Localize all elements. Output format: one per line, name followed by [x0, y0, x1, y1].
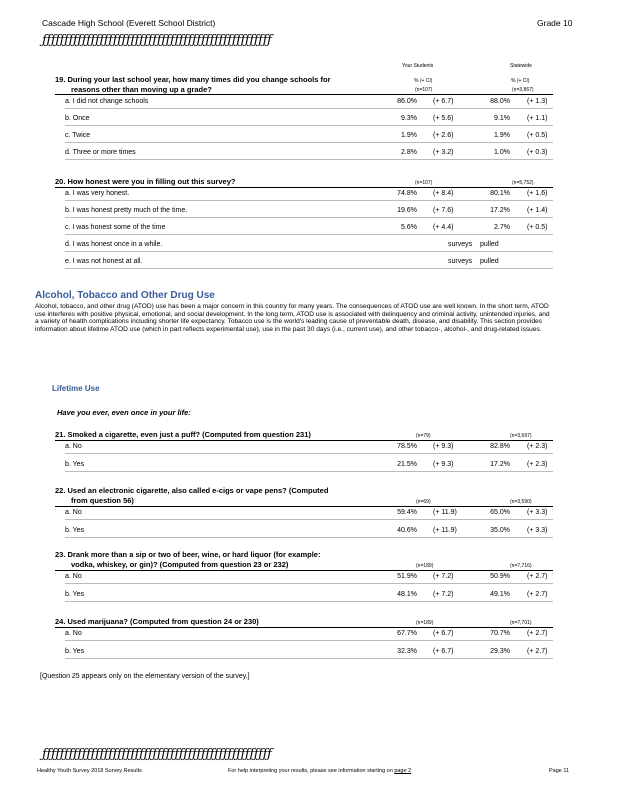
- surveys-pulled-a: surveys: [448, 258, 473, 265]
- state-percent: 70.7%: [490, 630, 510, 637]
- q19-text: 19. During your last school year, how many times did you change schools for: [55, 75, 331, 84]
- footer-survey-name: Healthy Youth Survey 2018 Survey Results: [37, 768, 142, 774]
- row-divider: [65, 640, 553, 641]
- school-header: Cascade High School (Everett School District): [42, 18, 216, 28]
- surveys-pulled-b: pulled: [480, 241, 499, 248]
- state-ci: (+ 2.7): [527, 648, 548, 655]
- n-state: (n=7,701): [510, 620, 532, 626]
- state-percent: 17.2%: [490, 461, 510, 468]
- your-ci: (+ 4.4): [433, 224, 454, 231]
- surveys-pulled-a: surveys: [448, 241, 473, 248]
- row-divider: [65, 537, 553, 538]
- answer-label: b. I was honest pretty much of the time.: [65, 207, 188, 214]
- question-text: 21. Smoked a cigarette, even just a puff? (Computed from question 231): [55, 430, 311, 439]
- q25-note: [Question 25 appears only on the elementary version of the survey.]: [40, 673, 250, 680]
- your-ci: (+ 9.3): [433, 461, 454, 468]
- row-divider: [65, 217, 553, 218]
- your-percent: 19.6%: [397, 207, 417, 214]
- question-text: 24. Used marijuana? (Computed from question 24 or 230): [55, 617, 259, 626]
- your-ci: (+ 6.7): [433, 98, 454, 105]
- state-percent: 82.8%: [490, 443, 510, 450]
- n-state: (n=3,590): [510, 499, 532, 505]
- your-ci: (+ 7.6): [433, 207, 454, 214]
- question-divider: [55, 627, 553, 628]
- answer-label: a. No: [65, 509, 82, 516]
- state-percent: 1.0%: [494, 149, 510, 156]
- state-ci: (+ 2.3): [527, 461, 548, 468]
- your-percent: 86.0%: [397, 98, 417, 105]
- your-ci: (+ 7.2): [433, 591, 454, 598]
- footer-help-text: [228, 768, 411, 774]
- answer-label: e. I was not honest at all.: [65, 258, 143, 265]
- q20-n-state: (n=5,752): [512, 180, 534, 186]
- row-divider: [65, 583, 553, 584]
- question-text-cont: from question 56): [71, 496, 134, 505]
- state-percent: 1.9%: [494, 132, 510, 139]
- q19-n-your: (n=107): [415, 87, 433, 93]
- state-percent: 88.0%: [490, 98, 510, 105]
- footer-page-number: Page 11: [549, 768, 570, 774]
- row-divider: [65, 601, 553, 602]
- question-divider: [55, 570, 553, 571]
- state-ci: (+ 0.3): [527, 149, 548, 156]
- state-ci: (+ 2.7): [527, 573, 548, 580]
- question-divider: [55, 440, 553, 441]
- answer-label: d. I was honest once in a while.: [65, 241, 163, 248]
- q20-n-your: (n=107): [415, 180, 433, 186]
- col-head-pct-your: % (+ CI): [414, 78, 433, 84]
- n-your: (n=79): [416, 433, 431, 439]
- your-ci: (+ 5.6): [433, 115, 454, 122]
- state-percent: 65.0%: [490, 509, 510, 516]
- your-ci: (+ 2.6): [433, 132, 454, 139]
- answer-label: a. No: [65, 630, 82, 637]
- q19-text-cont: reasons other than moving up a grade?: [71, 85, 212, 94]
- surveys-pulled-b: pulled: [480, 258, 499, 265]
- state-percent: 9.1%: [494, 115, 510, 122]
- col-head-pct-state: % (+ CI): [511, 78, 530, 84]
- n-your: (n=189): [416, 620, 434, 626]
- your-percent: 9.3%: [401, 115, 417, 122]
- state-percent: 17.2%: [490, 207, 510, 214]
- answer-label: b. Yes: [65, 591, 85, 598]
- your-ci: (+ 11.9): [433, 527, 457, 534]
- q20-text: 20. How honest were you in filling out this survey?: [55, 177, 236, 186]
- state-ci: (+ 0.5): [527, 224, 548, 231]
- your-percent: 21.5%: [397, 461, 417, 468]
- lifetime-prompt: Have you ever, even once in your life:: [57, 408, 191, 417]
- state-ci: (+ 1.1): [527, 115, 548, 122]
- n-state: (n=3,697): [510, 433, 532, 439]
- your-ci: (+ 9.3): [433, 443, 454, 450]
- q20-divider: [55, 187, 553, 188]
- your-percent: 32.3%: [397, 648, 417, 655]
- state-ci: (+ 1.6): [527, 190, 548, 197]
- question-text: 22. Used an electronic cigarette, also called e-cigs or vape pens? (Computed: [55, 486, 329, 495]
- n-your: (n=189): [416, 563, 434, 569]
- lifetime-use-title: Lifetime Use: [52, 384, 100, 393]
- state-ci: (+ 3.3): [527, 527, 548, 534]
- row-divider: [65, 658, 553, 659]
- state-ci: (+ 2.3): [527, 443, 548, 450]
- state-percent: 80.1%: [490, 190, 510, 197]
- row-divider: [65, 234, 553, 235]
- row-divider: [65, 268, 553, 269]
- footer-page-link[interactable]: page 2: [394, 768, 412, 774]
- row-divider: [65, 453, 553, 454]
- row-divider: [65, 108, 553, 109]
- row-divider: [65, 251, 553, 252]
- row-divider: [65, 519, 553, 520]
- your-percent: 59.4%: [397, 509, 417, 516]
- n-your: (n=69): [416, 499, 431, 505]
- your-percent: 1.9%: [401, 132, 417, 139]
- atod-section-title: Alcohol, Tobacco and Other Drug Use: [35, 290, 215, 301]
- your-percent: 74.8%: [397, 190, 417, 197]
- state-ci: (+ 1.4): [527, 207, 548, 214]
- state-ci: (+ 2.7): [527, 591, 548, 598]
- your-percent: 2.8%: [401, 149, 417, 156]
- your-percent: 78.5%: [397, 443, 417, 450]
- decorative-rule-bottom: ƒƒƒƒƒƒƒƒƒƒƒƒƒƒƒƒƒƒƒƒƒƒƒƒƒƒƒƒƒƒƒƒƒƒƒƒƒƒƒƒƒƒƒƒƒƒƒƒƒƒƒƒ: [42, 747, 272, 762]
- answer-label: a. I was very honest.: [65, 190, 130, 197]
- your-ci: (+ 7.2): [433, 573, 454, 580]
- atod-intro-paragraph: Alcohol, tobacco, and other drug (ATOD) use has been a major concern in this country for many years. The consequences of ATOD use are well known. In the short term, ATOD use interferes with positive physical, emotional, and social development. In the long term, ATOD use is associated with delinquency and criminal activity, unintended injuries, and a variety of health complications including shorter life expectancy. Tobacco use is the world's leading cause of preventable death, disease, and disability. This section provides information about lifetime ATOD use (which in part reflects experimental use), use in the past 30 days (i.e., current use), and other tobacco-, alcohol-, and drug-related issues.: [35, 303, 550, 333]
- your-percent: 40.6%: [397, 527, 417, 534]
- row-divider: [65, 471, 553, 472]
- row-divider: [65, 125, 553, 126]
- your-ci: (+ 3.2): [433, 149, 454, 156]
- question-text: 23. Drank more than a sip or two of beer, wine, or hard liquor (for example:: [55, 550, 321, 559]
- row-divider: [65, 200, 553, 201]
- your-ci: (+ 6.7): [433, 630, 454, 637]
- state-ci: (+ 2.7): [527, 630, 548, 637]
- answer-label: a. No: [65, 443, 82, 450]
- your-percent: 51.9%: [397, 573, 417, 580]
- state-percent: 29.3%: [490, 648, 510, 655]
- grade-label: Grade 10: [537, 18, 573, 28]
- your-percent: 48.1%: [397, 591, 417, 598]
- col-head-your-students: Your Students: [402, 63, 434, 69]
- answer-label: c. I was honest some of the time: [65, 224, 166, 231]
- decorative-rule-top: ƒƒƒƒƒƒƒƒƒƒƒƒƒƒƒƒƒƒƒƒƒƒƒƒƒƒƒƒƒƒƒƒƒƒƒƒƒƒƒƒƒƒƒƒƒƒƒƒƒƒƒƒ: [42, 33, 272, 48]
- question-divider: [55, 506, 553, 507]
- state-ci: (+ 1.3): [527, 98, 548, 105]
- state-percent: 35.0%: [490, 527, 510, 534]
- row-divider: [65, 142, 553, 143]
- answer-label: d. Three or more times: [65, 149, 136, 156]
- answer-label: b. Once: [65, 115, 90, 122]
- your-percent: 5.6%: [401, 224, 417, 231]
- answer-label: b. Yes: [65, 461, 85, 468]
- answer-label: a. I did not change schools: [65, 98, 149, 105]
- answer-label: b. Yes: [65, 527, 85, 534]
- state-percent: 2.7%: [494, 224, 510, 231]
- answer-label: c. Twice: [65, 132, 91, 139]
- n-state: (n=7,716): [510, 563, 532, 569]
- answer-label: b. Yes: [65, 648, 85, 655]
- footer-help-label: For help interpreting your results, please see information starting on: [228, 768, 393, 774]
- state-percent: 50.9%: [490, 573, 510, 580]
- your-ci: (+ 6.7): [433, 648, 454, 655]
- col-head-statewide: Statewide: [510, 63, 532, 69]
- state-ci: (+ 3.3): [527, 509, 548, 516]
- state-percent: 49.1%: [490, 591, 510, 598]
- your-ci: (+ 8.4): [433, 190, 454, 197]
- state-ci: (+ 0.5): [527, 132, 548, 139]
- question-text-cont: vodka, whiskey, or gin)? (Computed from question 23 or 232): [71, 560, 289, 569]
- your-percent: 67.7%: [397, 630, 417, 637]
- q19-divider: [55, 94, 553, 95]
- your-ci: (+ 11.9): [433, 509, 457, 516]
- row-divider: [65, 159, 553, 160]
- q19-n-state: (n=3,867): [512, 87, 534, 93]
- answer-label: a. No: [65, 573, 82, 580]
